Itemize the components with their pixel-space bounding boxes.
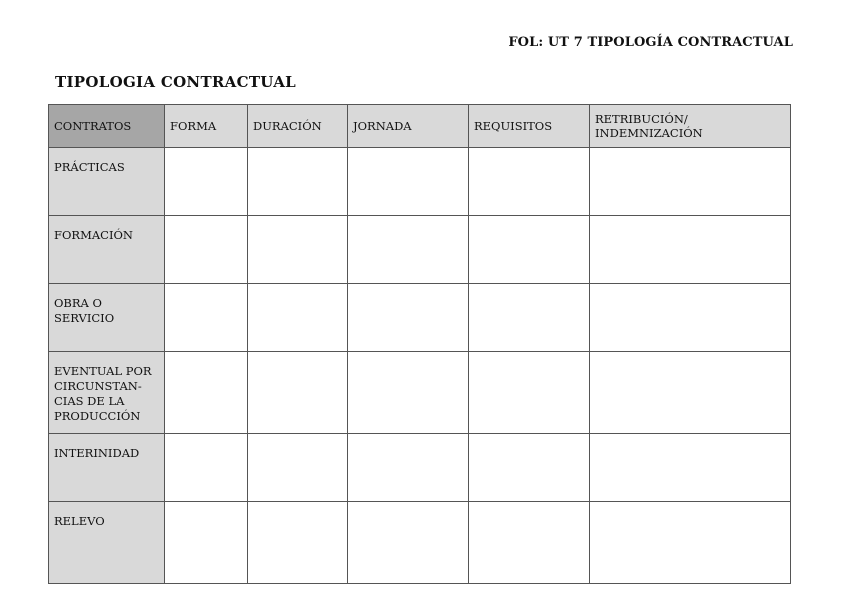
- table-row: [49, 148, 791, 216]
- table-cell[interactable]: [590, 284, 791, 352]
- table-cell[interactable]: [348, 216, 469, 284]
- table-cell[interactable]: [248, 216, 348, 284]
- row-label-eventual: EVENTUAL POR CIRCUNSTAN- CIAS DE LA PRODUCCIÓN: [49, 352, 165, 434]
- table-cell[interactable]: [248, 284, 348, 352]
- table-cell[interactable]: [248, 148, 348, 216]
- column-header-forma: FORMA: [165, 105, 248, 148]
- table-cell[interactable]: [590, 434, 791, 502]
- table-cell[interactable]: [248, 352, 348, 434]
- row-label-obra-o-servicio: OBRA O SERVICIO: [49, 284, 165, 352]
- row-label-relevo: RELEVO: [49, 502, 165, 584]
- table-cell[interactable]: [469, 284, 590, 352]
- table-row: [49, 352, 791, 434]
- table-cell[interactable]: [165, 148, 248, 216]
- table-cell[interactable]: [248, 434, 348, 502]
- table-cell[interactable]: [348, 434, 469, 502]
- document-title: TIPOLOGIA CONTRACTUAL: [55, 73, 297, 91]
- table-cell[interactable]: [348, 148, 469, 216]
- course-header: FOL: UT 7 TIPOLOGÍA CONTRACTUAL: [508, 35, 793, 50]
- table-cell[interactable]: [469, 148, 590, 216]
- table-cell[interactable]: [348, 352, 469, 434]
- table-cell[interactable]: [469, 216, 590, 284]
- table-cell[interactable]: [165, 352, 248, 434]
- row-label-practicas: PRÁCTICAS: [49, 148, 165, 216]
- table-cell[interactable]: [165, 502, 248, 584]
- table-row: [49, 434, 791, 502]
- table-cell[interactable]: [248, 502, 348, 584]
- table-header-row: [49, 105, 791, 148]
- table-cell[interactable]: [590, 148, 791, 216]
- column-header-duracion: DURACIÓN: [248, 105, 348, 148]
- table-cell[interactable]: [590, 216, 791, 284]
- table-cell[interactable]: [165, 434, 248, 502]
- column-header-requisitos: REQUISITOS: [469, 105, 590, 148]
- table-row: [49, 502, 791, 584]
- table-cell[interactable]: [469, 434, 590, 502]
- column-header-retribucion: RETRIBUCIÓN/ INDEMNIZACIÓN: [590, 105, 791, 148]
- table-cell[interactable]: [348, 284, 469, 352]
- table-cell[interactable]: [469, 352, 590, 434]
- table-cell[interactable]: [165, 216, 248, 284]
- table-cell[interactable]: [165, 284, 248, 352]
- contract-typology-table: [48, 104, 791, 584]
- row-label-formacion: FORMACIÓN: [49, 216, 165, 284]
- table-cell[interactable]: [590, 352, 791, 434]
- table-row: [49, 216, 791, 284]
- column-header-jornada: JORNADA: [348, 105, 469, 148]
- table-cell[interactable]: [469, 502, 590, 584]
- table-row: [49, 284, 791, 352]
- row-label-interinidad: INTERINIDAD: [49, 434, 165, 502]
- table-cell[interactable]: [590, 502, 791, 584]
- column-header-contratos: CONTRATOS: [49, 105, 165, 148]
- table-cell[interactable]: [348, 502, 469, 584]
